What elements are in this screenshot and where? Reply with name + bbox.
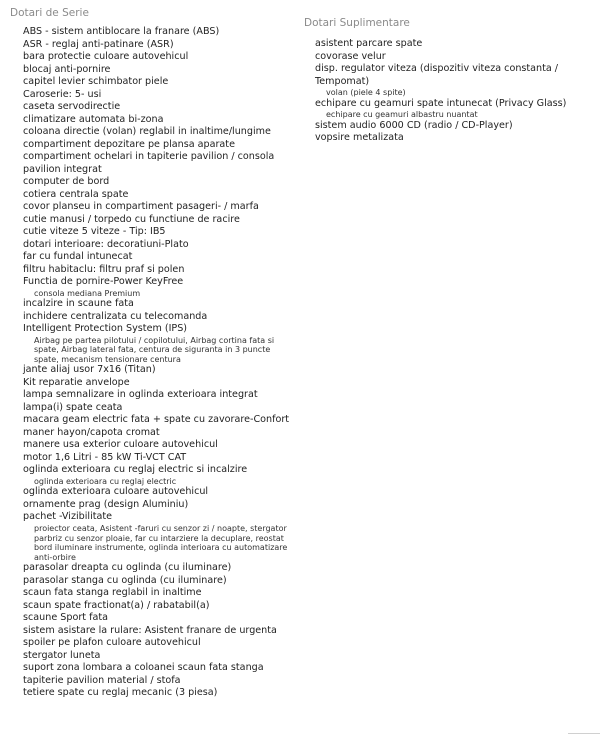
- equipment-item-detail: proiector ceata, Asistent -faruri cu senzor zi / noapte, stergator parbriz cu senzor ploaie, far cu intarziere la decuplare, reostat bord iluminare instrumente, oglinda interioara cu automatizare anti-orbire: [34, 523, 288, 562]
- equipment-item: [23, 364, 291, 377]
- equipment-item-name: computer de bord: [23, 176, 110, 187]
- equipment-item-name: stergator luneta: [23, 649, 101, 661]
- standard-equipment-heading: Dotari de Serie: [10, 7, 89, 19]
- equipment-item-name: asistent parcare spate: [315, 38, 423, 49]
- equipment-item: [23, 414, 291, 427]
- equipment-item: [23, 464, 291, 486]
- equipment-item-detail: consola mediana Premium: [34, 288, 141, 298]
- equipment-item: [315, 51, 595, 64]
- equipment-item: [23, 214, 291, 227]
- optional-equipment-heading: Dotari Suplimentare: [304, 17, 410, 29]
- equipment-item-name: climatizare automata bi-zona: [23, 113, 164, 125]
- equipment-item-name: far cu fundal intunecat: [23, 251, 133, 262]
- equipment-item-name: capitel levier schimbator piele: [23, 76, 169, 87]
- equipment-item: [23, 239, 291, 252]
- equipment-item: [23, 575, 291, 588]
- equipment-item-name: compartiment ochelari in tapiterie pavilion / consola pavilion integrat: [23, 151, 275, 175]
- equipment-item: [23, 402, 291, 415]
- equipment-item: [23, 600, 291, 613]
- equipment-item-name: sistem audio 6000 CD (radio / CD-Player): [315, 119, 513, 131]
- equipment-item-name: parasolar dreapta cu oglinda (cu iluminare): [23, 562, 232, 574]
- equipment-item-name: Intelligent Protection System (IPS): [23, 323, 188, 335]
- equipment-item-name: jante aliaj usor 7x16 (Titan): [23, 364, 156, 376]
- equipment-item: [23, 201, 291, 214]
- equipment-item: [23, 89, 291, 102]
- equipment-item: [23, 687, 291, 700]
- equipment-item: [23, 189, 291, 202]
- equipment-item-name: Functia de pornire-Power KeyFree: [23, 276, 184, 287]
- equipment-item: [23, 587, 291, 600]
- divider: [568, 733, 600, 734]
- equipment-item-name: Caroserie: 5- usi: [23, 88, 102, 100]
- equipment-item: [23, 377, 291, 390]
- equipment-item-name: covorase velur: [315, 50, 386, 62]
- equipment-item-name: cotiera centrala spate: [23, 188, 129, 200]
- equipment-item-name: coloana directie (volan) reglabil in inaltime/lungime: [23, 126, 271, 137]
- equipment-item: [23, 139, 291, 152]
- equipment-item: [23, 76, 291, 89]
- equipment-item: [315, 98, 595, 120]
- equipment-item: [23, 562, 291, 575]
- equipment-item-detail: volan (piele 4 spite): [326, 88, 406, 97]
- equipment-item-name: motor 1,6 Litri - 85 kW Ti-VCT CAT: [23, 451, 187, 463]
- equipment-item-name: bara protectie culoare autovehicul: [23, 51, 189, 62]
- equipment-item: [23, 486, 291, 499]
- equipment-item: [23, 675, 291, 688]
- equipment-item-name: parasolar stanga cu oglinda (cu iluminare): [23, 574, 227, 586]
- equipment-item-name: inchidere centralizata cu telecomanda: [23, 310, 208, 322]
- equipment-item: [23, 264, 291, 277]
- equipment-item-name: scaun fata stanga reglabil in inaltime: [23, 587, 202, 599]
- equipment-item: [23, 637, 291, 650]
- equipment-item-name: disp. regulator viteza (dispozitiv viteza constanta / Tempomat): [315, 63, 559, 87]
- equipment-item: [23, 298, 291, 311]
- equipment-item-name: ASR - reglaj anti-patinare (ASR): [23, 38, 174, 50]
- equipment-item: [23, 612, 291, 625]
- equipment-item-detail: Airbag pe partea pilotului / copilotului, Airbag cortina fata si spate, Airbag lateral fata, centura de siguranta in 3 puncte spate, mecanism tensionare centura: [34, 335, 275, 364]
- standard-equipment-list: [23, 26, 291, 700]
- equipment-item-name: dotari interioare: decoratiuni-Plato: [23, 238, 189, 250]
- equipment-item: [23, 452, 291, 465]
- equipment-item-name: macara geam electric fata + spate cu zavorare-Confort: [23, 414, 290, 426]
- equipment-item: [23, 51, 291, 64]
- equipment-item-name: oglinda exterioara cu reglaj electric si incalzire: [23, 464, 248, 476]
- equipment-item-name: oglinda exterioara culoare autovehicul: [23, 486, 209, 498]
- equipment-item-name: tetiere spate cu reglaj mecanic (3 piesa): [23, 687, 218, 699]
- equipment-item: [23, 226, 291, 239]
- equipment-item-name: cutie viteze 5 viteze - Tip: IB5: [23, 226, 166, 237]
- equipment-item-name: caseta servodirectie: [23, 101, 121, 112]
- equipment-item: [23, 176, 291, 189]
- equipment-item-name: scaune Sport fata: [23, 612, 108, 624]
- equipment-item-name: cutie manusi / torpedo cu functiune de racire: [23, 213, 240, 225]
- equipment-item: [23, 511, 291, 562]
- equipment-item: [23, 625, 291, 638]
- equipment-item: [23, 389, 291, 402]
- equipment-item: [23, 650, 291, 663]
- equipment-item: [23, 114, 291, 127]
- equipment-item: [23, 427, 291, 440]
- equipment-item-name: echipare cu geamuri spate intunecat (Privacy Glass): [315, 97, 567, 109]
- equipment-item-name: maner hayon/capota cromat: [23, 426, 160, 438]
- equipment-item: [23, 323, 291, 364]
- equipment-item: [23, 64, 291, 77]
- equipment-item-name: ornamente prag (design Aluminiu): [23, 498, 189, 510]
- equipment-item-name: Kit reparatie anvelope: [23, 376, 130, 388]
- equipment-item: [23, 151, 291, 176]
- equipment-item: [23, 276, 291, 298]
- equipment-item: [315, 120, 595, 133]
- equipment-item-detail: oglinda exterioara cu reglaj electric: [34, 476, 177, 486]
- equipment-item-name: manere usa exterior culoare autovehicul: [23, 439, 218, 451]
- equipment-item-name: vopsire metalizata: [315, 132, 404, 144]
- equipment-item-name: lampa(i) spate ceata: [23, 401, 123, 413]
- equipment-item: [23, 251, 291, 264]
- equipment-item: [23, 126, 291, 139]
- equipment-item-name: spoiler pe plafon culoare autovehicul: [23, 637, 201, 649]
- equipment-item: [23, 499, 291, 512]
- equipment-item: [23, 26, 291, 39]
- equipment-item: [23, 662, 291, 675]
- equipment-item: [315, 132, 595, 145]
- equipment-item-detail: echipare cu geamuri albastru nuantat: [326, 110, 478, 120]
- equipment-item-name: sistem asistare la rulare: Asistent franare de urgenta: [23, 624, 277, 636]
- equipment-item-name: filtru habitaclu: filtru praf si polen: [23, 263, 185, 275]
- equipment-item-name: suport zona lombara a coloanei scaun fata stanga: [23, 662, 264, 674]
- equipment-item: [23, 101, 291, 114]
- equipment-item-name: ABS - sistem antiblocare la franare (ABS): [23, 26, 220, 37]
- equipment-item-name: pachet -Vizibilitate: [23, 511, 113, 523]
- equipment-item: [23, 439, 291, 452]
- equipment-item: [23, 39, 291, 52]
- equipment-item-name: lampa semnalizare in oglinda exterioara integrat: [23, 389, 258, 401]
- equipment-item-name: scaun spate fractionat(a) / rabatabil(a): [23, 599, 210, 611]
- equipment-item-name: covor planseu in compartiment pasageri- / marfa: [23, 201, 259, 212]
- equipment-item-name: tapiterie pavilion material / stofa: [23, 674, 181, 686]
- equipment-item-name: blocaj anti-pornire: [23, 63, 111, 75]
- optional-equipment-list: [315, 38, 595, 145]
- equipment-item: [23, 311, 291, 324]
- equipment-item-name: compartiment depozitare pe plansa aparate: [23, 138, 235, 150]
- equipment-item: [315, 38, 595, 51]
- equipment-item-name: incalzire in scaune fata: [23, 298, 134, 310]
- equipment-item: [315, 63, 595, 98]
